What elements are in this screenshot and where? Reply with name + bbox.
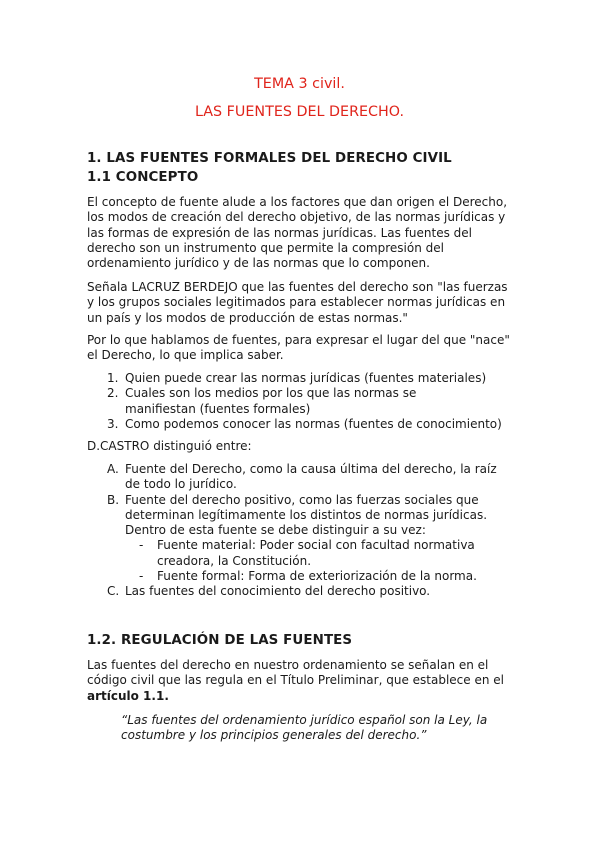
list-item	[107, 493, 507, 585]
section-heading: 1. LAS FUENTES FORMALES DEL DERECHO CIVIL	[87, 151, 452, 166]
dash-item-text: Fuente material: Poder social con facultad normativa creadora, la Constitución.	[157, 538, 475, 568]
dash-item	[139, 538, 507, 569]
numbered-list	[107, 371, 527, 432]
paragraph: Por lo que hablamos de fuentes, para expresar el lugar del que "nace" el Derecho, lo que implica saber.	[87, 333, 510, 363]
dash-mark: -	[139, 569, 144, 584]
list-letter: B.	[107, 492, 120, 507]
list-item-text: Fuente del derecho positivo, como las fuerzas sociales que determinan legítimamente los distintos de normas jurídicas. Dentro de esta fuente se debe distinguir a su vez:	[125, 492, 488, 538]
list-letter: C.	[107, 584, 120, 599]
list-item-text: Quien puede crear las normas jurídicas (fuentes materiales)	[125, 371, 487, 385]
list-item-text: Como podemos conocer las normas (fuentes de conocimiento)	[125, 416, 502, 431]
paragraph	[87, 658, 517, 704]
list-item	[107, 584, 507, 599]
list-letter: A.	[107, 462, 119, 476]
document-subtitle: LAS FUENTES DEL DERECHO.	[194, 104, 404, 120]
section-heading: 1.2. REGULACIÓN DE LAS FUENTES	[87, 633, 353, 648]
legal-quote: “Las fuentes del ordenamiento jurídico español son la Ley, la costumbre y los principios generales del derecho.”	[121, 713, 488, 743]
subsection-heading: 1.1 CONCEPTO	[87, 170, 199, 185]
list-item	[107, 462, 507, 493]
list-item	[107, 371, 527, 386]
list-number: 2.	[107, 386, 119, 401]
paragraph: El concepto de fuente alude a los factores que dan origen el Derecho, los modos de creación del derecho objetivo, de las normas jurídicas y las formas de expresión de las normas jurídicas. Las fuentes del derecho son un instrumento que permite la compresión del ordenamiento jurídico y de las normas que lo componen.	[87, 195, 508, 271]
paragraph: D.CASTRO distinguió entre:	[87, 439, 252, 453]
list-item-text: Fuente del Derecho, como la causa última del derecho, la raíz de todo lo jurídico.	[125, 462, 497, 492]
list-number: 1.	[107, 371, 119, 385]
paragraph-text: Las fuentes del derecho en nuestro ordenamiento se señalan en el código civil que las regula en el Título Preliminar, que establece en el	[87, 658, 504, 688]
document-title: TEMA 3 civil.	[254, 76, 345, 92]
dash-item	[139, 569, 507, 584]
dash-item-text: Fuente formal: Forma de exteriorización de la norma.	[157, 569, 477, 584]
list-item	[107, 417, 527, 432]
list-item	[107, 386, 527, 417]
dash-mark: -	[139, 538, 144, 553]
lettered-list	[107, 462, 507, 600]
list-item-text: Cuales son los medios por los que las normas se manifiestan (fuentes formales)	[125, 386, 417, 416]
list-item-text: Las fuentes del conocimiento del derecho positivo.	[125, 584, 431, 599]
list-number: 3.	[107, 416, 119, 431]
paragraph: Señala LACRUZ BERDEJO que las fuentes del derecho son "las fuerzas y los grupos sociales legitimados para establecer normas jurídicas en un país y los modos de producción de estas normas."	[87, 280, 508, 325]
article-reference: artículo 1.1.	[87, 688, 169, 703]
